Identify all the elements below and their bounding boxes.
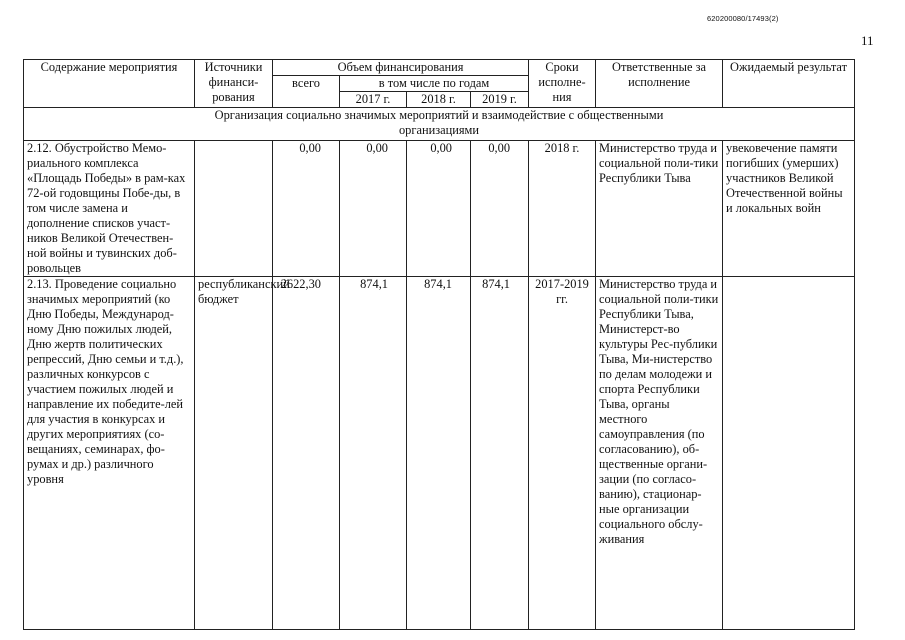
header-total: всего — [273, 76, 340, 108]
header-sources: Источники финанси-рования — [195, 60, 273, 108]
page-number: 11 — [861, 33, 874, 48]
cell-content: 2.13. Проведение социально значимых мероприятий (ко Дню Победы, Международ-ному Дню пожилых людей, Дню жертв политических репрессий, Дню семьи и т.д.), различных конкурсов с участием пожилых людей и направление их победите-лей для участия в конкурсах и других мероприятиях (со-вещаниях, семинарах, фо-румах и др.) различного уровня — [24, 277, 195, 630]
cell-result — [723, 277, 855, 630]
cell-term: 2017-2019 гг. — [529, 277, 596, 630]
cell-responsible: Министерство труда и социальной поли-тики Республики Тыва — [596, 141, 723, 277]
cell-2018: 0,00 — [407, 141, 471, 277]
measures-table — [23, 59, 855, 630]
table-row — [24, 277, 855, 630]
cell-total: 0,00 — [273, 141, 340, 277]
table-row — [24, 141, 855, 277]
header-volume: Объем финансирования — [273, 60, 529, 76]
cell-2018: 874,1 — [407, 277, 471, 630]
header-terms: Сроки исполне-ния — [529, 60, 596, 108]
cell-2019: 0,00 — [471, 141, 529, 277]
cell-source — [195, 141, 273, 277]
section-title: Организация социально значимых мероприятий и взаимодействие с общественными организациями — [24, 108, 855, 141]
cell-result: увековечение памяти погибших (умерших) участников Великой Отечественной войны и локальных войн — [723, 141, 855, 277]
cell-term: 2018 г. — [529, 141, 596, 277]
cell-2017: 874,1 — [340, 277, 407, 630]
header-year-2018: 2018 г. — [407, 92, 471, 108]
cell-2019: 874,1 — [471, 277, 529, 630]
cell-total: 2622,30 — [273, 277, 340, 630]
header-year-2017: 2017 г. — [340, 92, 407, 108]
document-code: 620200080/17493(2) — [707, 14, 779, 23]
cell-source: республиканский бюджет — [195, 277, 273, 630]
header-responsible: Ответственные за исполнение — [596, 60, 723, 108]
cell-2017: 0,00 — [340, 141, 407, 277]
header-content: Содержание мероприятия — [24, 60, 195, 108]
header-result: Ожидаемый результат — [723, 60, 855, 108]
cell-content: 2.12. Обустройство Мемо-риального комплекса «Площадь Победы» в рам-ках 72-ой годовщины Побе-ды, в том числе замена и дополнение списков участ-ников Великой Отечествен-ной войны и тувинских доб-ровольцев — [24, 141, 195, 277]
header-including: в том числе по годам — [340, 76, 529, 92]
cell-responsible: Министерство труда и социальной поли-тики Республики Тыва, Министерст-во культуры Рес-публики Тыва, Ми-нистерство по делам молодежи и спорта Республики Тыва, органы местного самоуправления (по согласованию), об-щественные органи-зации (по согласо-ванию), стационар-ные организации социального обслу-живания — [596, 277, 723, 630]
header-year-2019: 2019 г. — [471, 92, 529, 108]
